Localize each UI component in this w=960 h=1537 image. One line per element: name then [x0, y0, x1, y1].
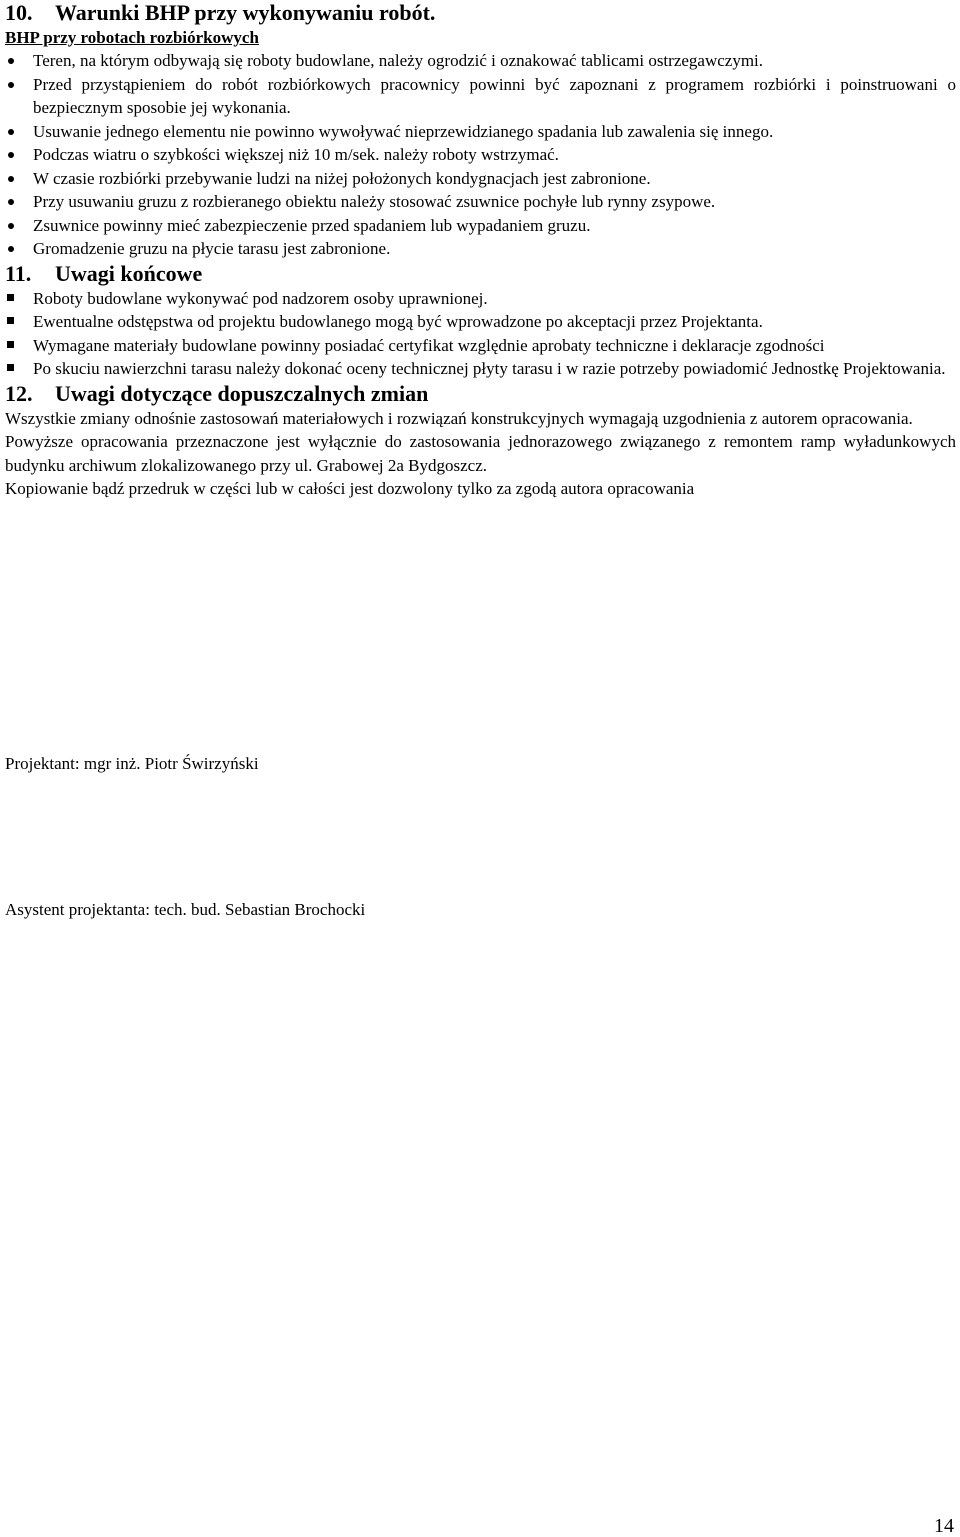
list-item: Podczas wiatru o szybkości większej niż 10 m/sek. należy roboty wstrzymać. [33, 145, 559, 164]
list-item: Wymagane materiały budowlane powinny posiadać certyfikat względnie aprobaty techniczne i deklaracje zgodności [33, 335, 825, 355]
section-11-number: 11. [5, 260, 32, 286]
section-10-number: 10. [5, 0, 33, 25]
document-content [5, 0, 956, 501]
list-item: Przy usuwaniu gruzu z rozbieranego obiektu należy stosować zsuwnice pochyłe lub rynny zsypowe. [33, 192, 716, 211]
section-12-paragraph: Kopiowanie bądź przedruk w części lub w całości jest dozwolony tylko za zgodą autora opracowania [5, 479, 695, 498]
section-10-list [5, 49, 956, 261]
section-12-heading [5, 381, 956, 407]
section-10-heading [5, 0, 956, 26]
section-10-title: Warunki BHP przy wykonywaniu robót. [55, 0, 436, 25]
section-11-heading [5, 261, 956, 287]
list-item: Zsuwnice powinny mieć zabezpieczenie przed spadaniem lub wypadaniem gruzu. [33, 215, 591, 235]
list-item: Przed przystąpieniem do robót rozbiórkowych pracownicy powinni być zapoznani z programem rozbiórki i poinstruowani o bezpiecznym sposobie jej wykonania. [33, 74, 956, 117]
list-item: Roboty budowlane wykonywać pod nadzorem osoby uprawnionej. [33, 288, 488, 308]
list-item: Ewentualne odstępstwa od projektu budowlanego mogą być wprowadzone po akceptacji przez Projektanta. [33, 312, 763, 331]
list-item: W czasie rozbiórki przebywanie ludzi na niżej położonych kondygnacjach jest zabronione. [33, 168, 651, 188]
section-12-paragraph: Wszystkie zmiany odnośnie zastosowań materiałowych i rozwiązań konstrukcyjnych wymagają uzgodnienia z autorem opracowania. [5, 408, 913, 428]
designer-signature-line: Projektant: mgr inż. Piotr Świrzyński [5, 754, 259, 773]
section-12-paragraph: Powyższe opracowania przeznaczone jest wyłącznie do zastosowania jednorazowego związanego z remontem ramp wyładunkowych budynku archiwum zlokalizowanego przy ul. Grabowej 2a Bydgoszcz. [5, 432, 956, 475]
section-11-title: Uwagi końcowe [55, 260, 203, 286]
section-10-subheading: BHP przy robotach rozbiórkowych [5, 28, 259, 47]
section-11-list [5, 287, 956, 381]
list-item: Po skuciu nawierzchni tarasu należy dokonać oceny technicznej płyty tarasu i w razie potrzeby powiadomić Jednostkę Projektowania. [33, 359, 946, 378]
page-number: 14 [934, 1515, 954, 1537]
list-item: Gromadzenie gruzu na płycie tarasu jest zabronione. [33, 239, 391, 258]
list-item: Teren, na którym odbywają się roboty budowlane, należy ogrodzić i oznakować tablicami ostrzegawczymi. [33, 51, 764, 70]
section-12-title: Uwagi dotyczące dopuszczalnych zmian [55, 380, 429, 406]
assistant-signature-line: Asystent projektanta: tech. bud. Sebastian Brochocki [5, 900, 366, 919]
section-12-number: 12. [5, 380, 33, 406]
list-item: Usuwanie jednego elementu nie powinno wywoływać nieprzewidzianego spadania lub zawalenia się innego. [33, 121, 774, 141]
